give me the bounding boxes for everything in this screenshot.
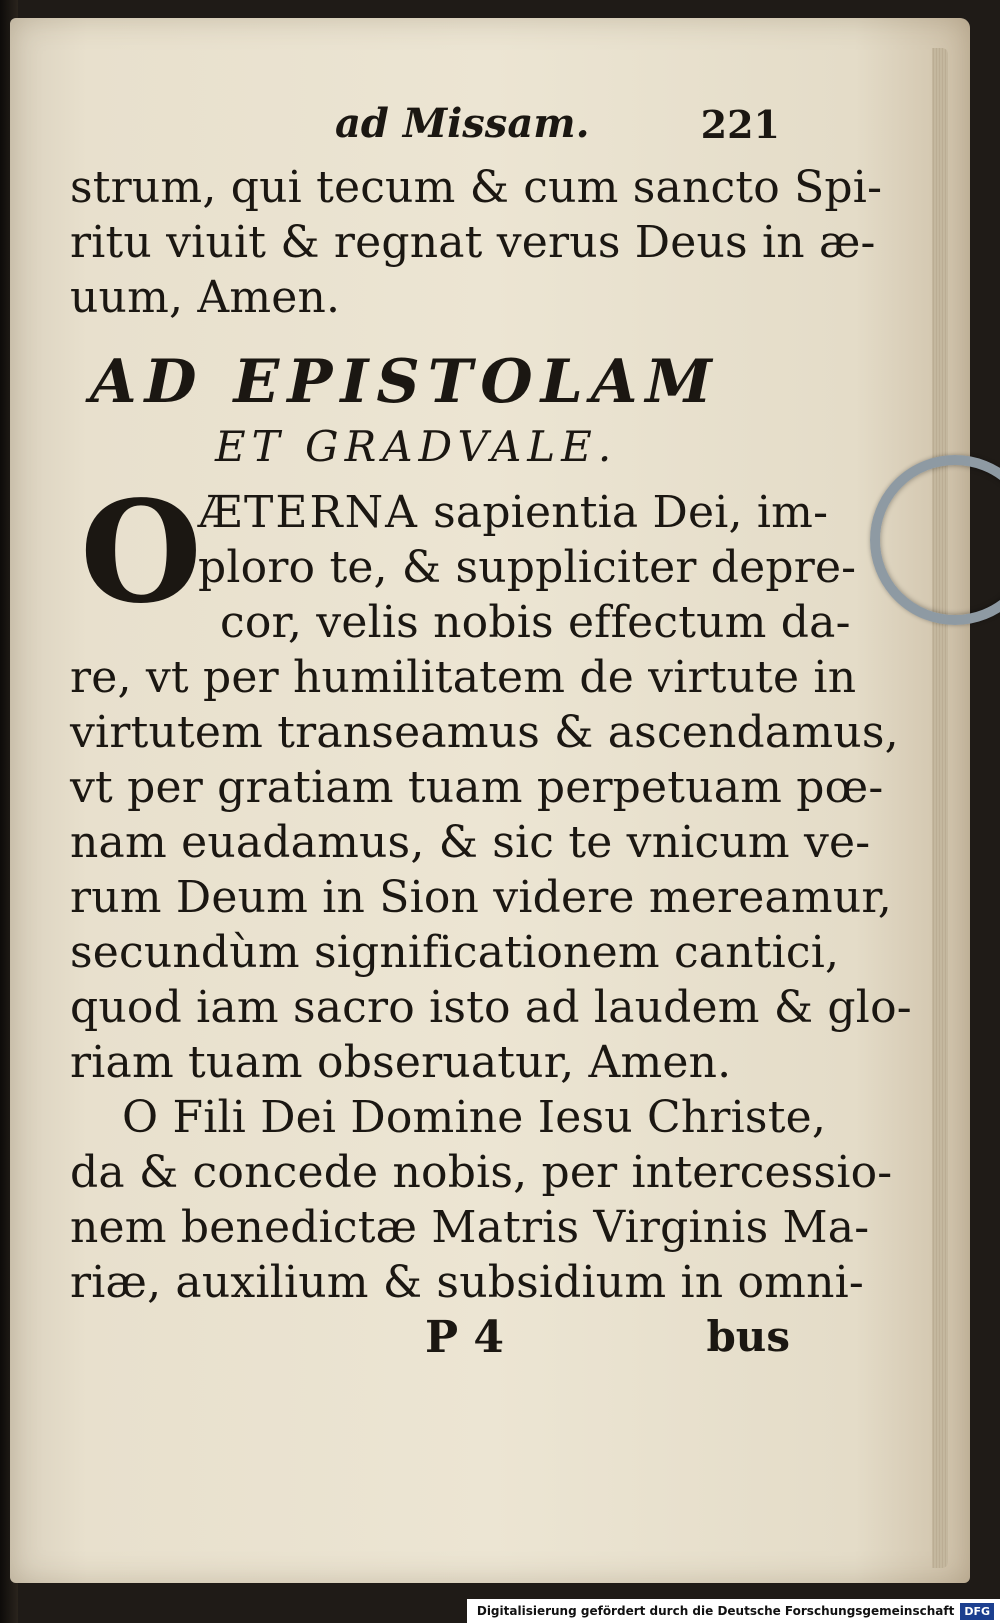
digitization-credit xyxy=(467,1599,1000,1623)
text-line: ritu viuit & regnat verus Deus in æ- xyxy=(70,217,876,268)
text-line: virtutem transeamus & ascendamus, xyxy=(70,707,899,758)
section-subheading: ET GRADVALE. xyxy=(215,422,618,471)
credit-text: Digitalisierung gefördert durch die Deutsche Forschungsgemeinschaft xyxy=(476,1604,955,1618)
text-line: nam euadamus, & sic te vnicum ve- xyxy=(70,817,871,868)
text-line: da & concede nobis, per intercessio- xyxy=(70,1147,893,1198)
page-number: 221 xyxy=(700,102,780,147)
text-line: ploro te, & suppliciter depre- xyxy=(198,542,857,593)
drop-cap: O xyxy=(80,471,202,635)
signature-line xyxy=(70,1312,790,1372)
page-text xyxy=(70,100,912,1372)
section-heading: AD EPISTOLAM xyxy=(90,347,720,417)
running-head-title: ad Missam. xyxy=(335,100,590,147)
text-line: cor, velis nobis effectum da- xyxy=(220,597,851,648)
text-fragment: sapientia Dei, im- xyxy=(418,487,829,538)
text-line: nem benedictæ Matris Virginis Ma- xyxy=(70,1202,870,1253)
text-line: riæ, auxilium & subsidium in omni- xyxy=(70,1257,864,1308)
text-line: strum, qui tecum & cum sancto Spi- xyxy=(70,162,883,213)
prayer-paragraph-2 xyxy=(70,1090,893,1310)
running-head xyxy=(70,100,790,160)
page-edges xyxy=(932,48,948,1568)
text-line: re, vt per humilitatem de virtute in xyxy=(70,652,857,703)
signature-mark: P 4 xyxy=(425,1312,505,1363)
dfg-logo: DFG xyxy=(960,1603,994,1620)
text-line: quod iam sacro isto ad laudem & glo- xyxy=(70,982,912,1033)
text-line: rum Deum in Sion videre mereamur, xyxy=(70,872,892,923)
text-line: uum, Amen. xyxy=(70,272,341,323)
text-line: vt per gratiam tuam perpetuam pœ- xyxy=(70,762,884,813)
text-line: riam tuam obseruatur, Amen. xyxy=(70,1037,732,1088)
text-line: O Fili Dei Domine Iesu Christe, xyxy=(122,1092,827,1143)
catchword: bus xyxy=(706,1312,790,1361)
lead-word: ÆTERNA xyxy=(198,487,419,538)
prayer-paragraph-1 xyxy=(70,471,912,1090)
text-line: secundùm significationem cantici, xyxy=(70,927,840,978)
